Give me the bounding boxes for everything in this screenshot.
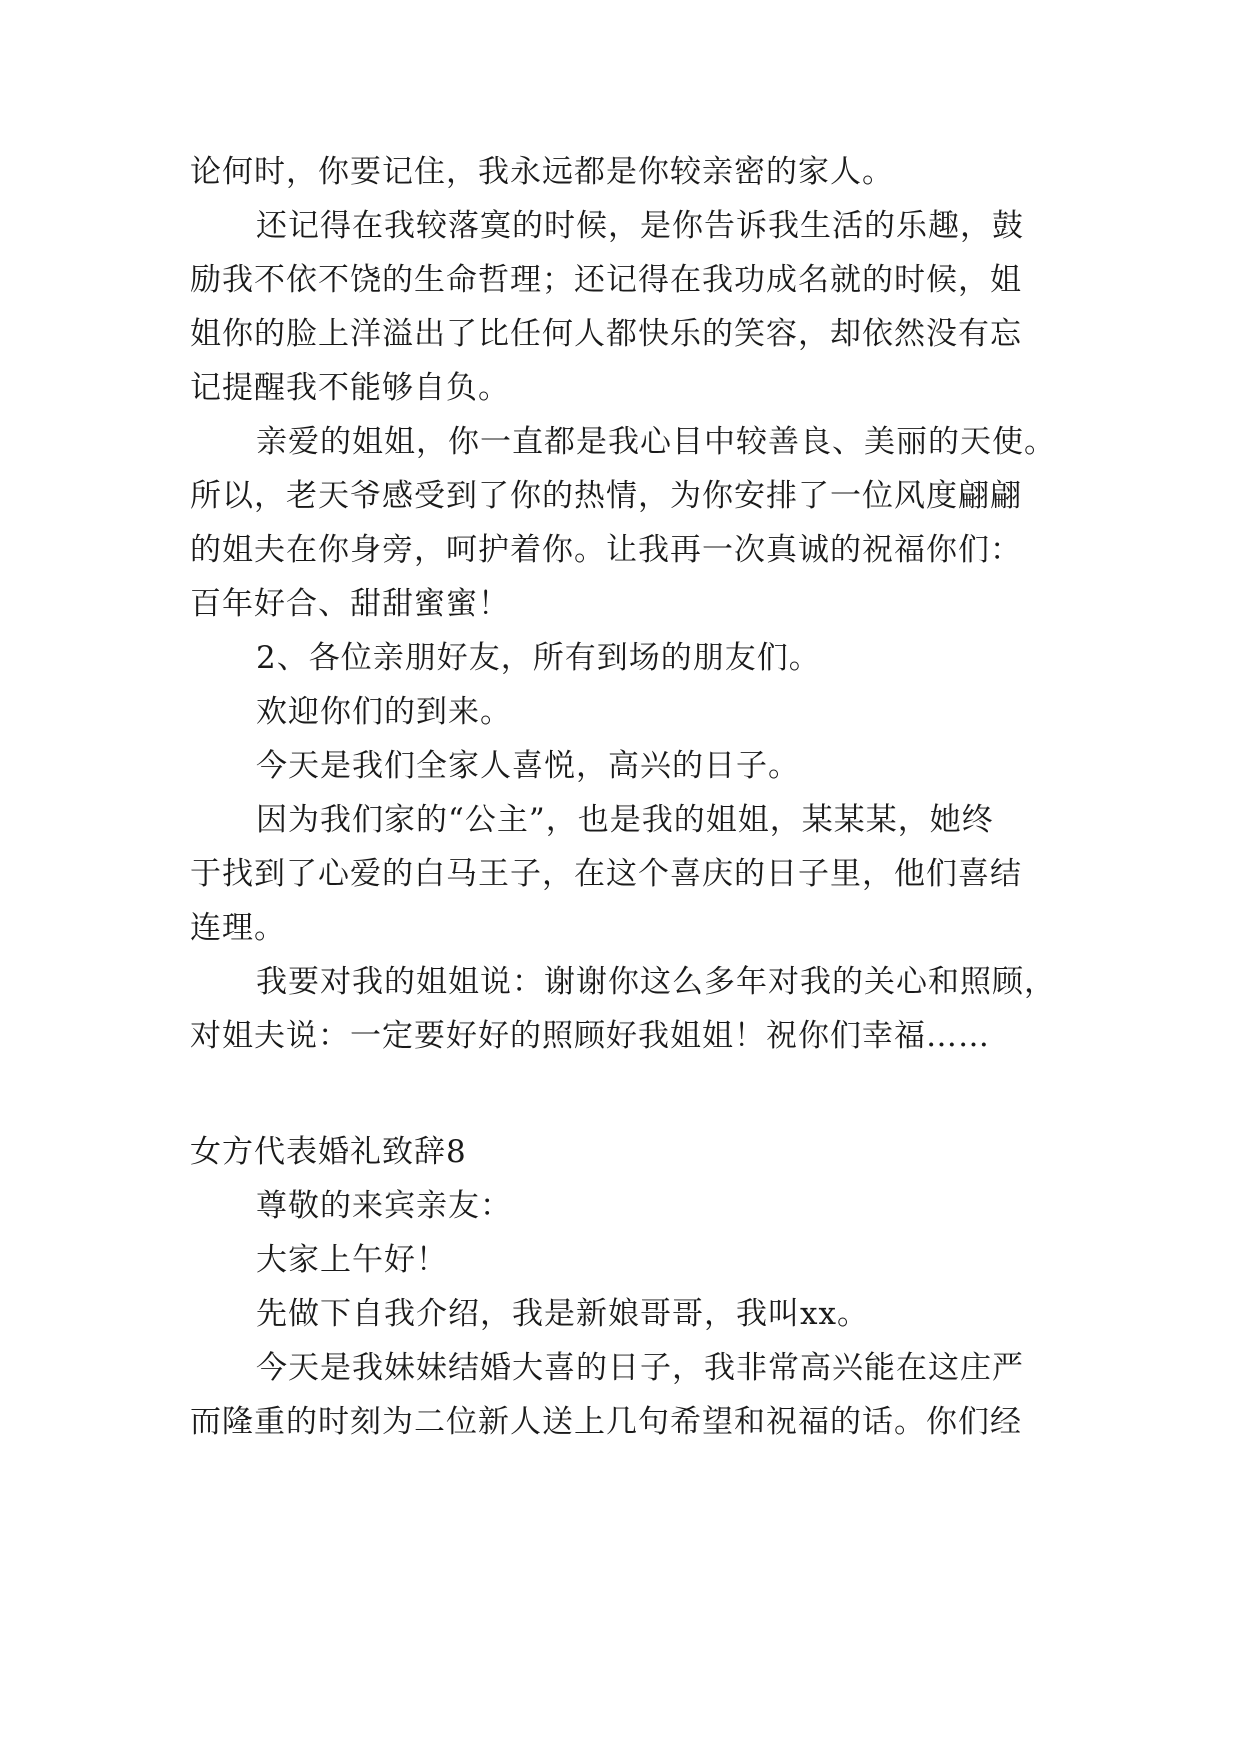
paragraph-line: 先做下自我介绍，我是新娘哥哥，我叫xx。 [256,1296,869,1332]
paragraph-line: 的姐夫在你身旁，呵护着你。让我再一次真诚的祝福你们： [190,532,1022,568]
paragraph-line: 因为我们家的“公主”，也是我的姐姐，某某某，她终 [256,802,994,838]
paragraph-line: 百年好合、甜甜蜜蜜！ [190,586,510,622]
paragraph-line: 尊敬的来宾亲友： [256,1188,512,1224]
paragraph-line: 亲爱的姐姐，你一直都是我心目中较善良、美丽的天使。 [256,424,1056,460]
paragraph-line: 而隆重的时刻为二位新人送上几句希望和祝福的话。你们经 [190,1404,1022,1440]
paragraph-line: 所以，老天爷感受到了你的热情，为你安排了一位风度翩翩 [190,478,1022,514]
paragraph-line: 还记得在我较落寞的时候，是你告诉我生活的乐趣，鼓 [256,208,1024,244]
paragraph-line: 2、各位亲朋好友，所有到场的朋友们。 [256,640,821,676]
paragraph-line: 于找到了心爱的白马王子，在这个喜庆的日子里，他们喜结 [190,856,1022,892]
paragraph-line: 姐你的脸上洋溢出了比任何人都快乐的笑容，却依然没有忘 [190,316,1022,352]
paragraph-line: 连理。 [190,910,286,946]
paragraph-line: 对姐夫说：一定要好好的照顾好我姐姐！祝你们幸福…… [190,1018,990,1054]
paragraph-line: 欢迎你们的到来。 [256,694,512,730]
paragraph-line: 励我不依不饶的生命哲理；还记得在我功成名就的时候，姐 [190,262,1022,298]
paragraph-line: 大家上午好！ [256,1242,448,1278]
paragraph-line: 今天是我妹妹结婚大喜的日子，我非常高兴能在这庄严 [256,1350,1024,1386]
paragraph-line: 记提醒我不能够自负。 [190,370,510,406]
section-heading: 女方代表婚礼致辞8 [190,1134,467,1170]
paragraph-line: 我要对我的姐姐说：谢谢你这么多年对我的关心和照顾， [256,964,1056,1000]
paragraph-line: 论何时，你要记住，我永远都是你较亲密的家人。 [190,154,894,190]
paragraph-line: 今天是我们全家人喜悦，高兴的日子。 [256,748,800,784]
